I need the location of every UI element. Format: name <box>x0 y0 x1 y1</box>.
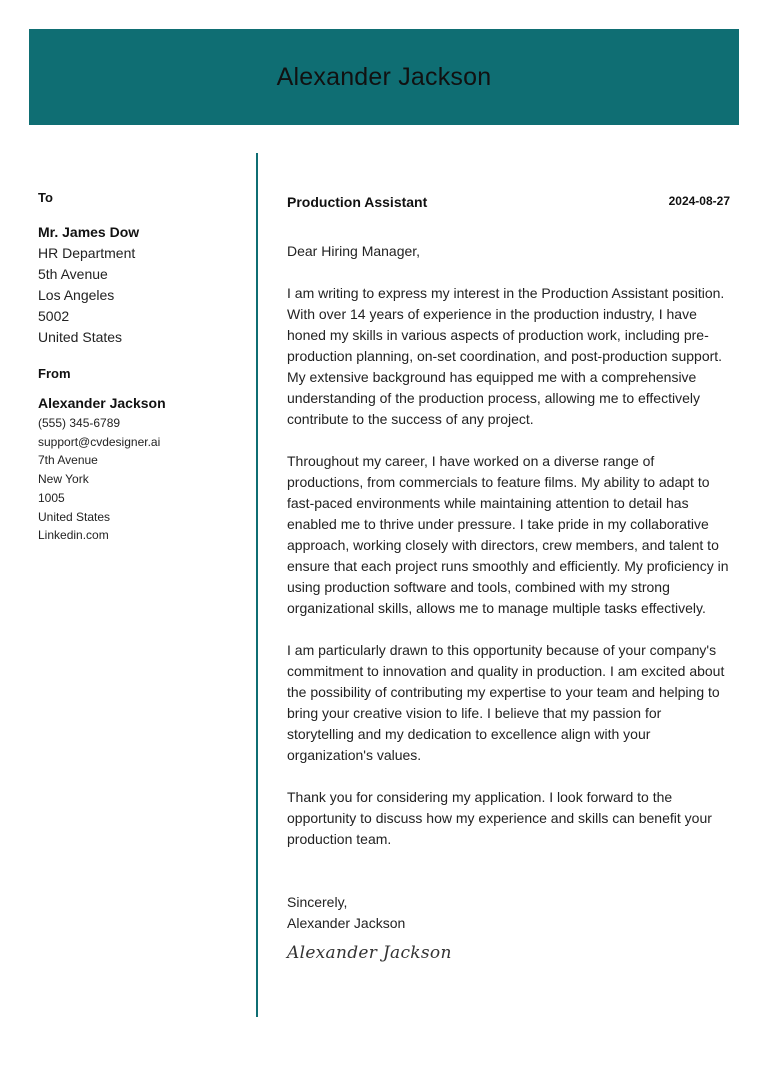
to-label: To <box>38 190 53 205</box>
sender-email: support@cvdesigner.ai <box>38 434 161 449</box>
letter-body <box>287 190 730 963</box>
job-title: Production Assistant <box>287 194 428 210</box>
paragraph: I am particularly drawn to this opportunity because of your company's commitment to innovation and quality in production. I am excited about the possibility of contributing my expertise to your team and helping to bring your creative vision to life. I believe that my passion for storytelling and my dedication to excellence align with your organization's values. <box>287 642 725 763</box>
applicant-name-heading: Alexander Jackson <box>276 62 492 91</box>
header-banner <box>29 29 739 125</box>
recipient-department: HR Department <box>38 245 136 261</box>
contact-column <box>38 190 248 545</box>
recipient-postcode: 5002 <box>38 308 70 324</box>
closing <box>287 892 730 934</box>
vertical-divider <box>256 153 258 1017</box>
sender-postcode: 1005 <box>38 490 65 505</box>
closing-phrase: Sincerely, <box>287 894 348 910</box>
sender-country: United States <box>38 509 111 524</box>
letter-topline <box>287 190 730 214</box>
closing-name: Alexander Jackson <box>287 915 406 931</box>
sender-name: Alexander Jackson <box>38 395 166 411</box>
recipient-city: Los Angeles <box>38 287 115 303</box>
sender-phone: (555) 345-6789 <box>38 416 121 430</box>
paragraph: Thank you for considering my application. I look forward to the opportunity to discuss how my experience and skills can benefit your production team. <box>287 789 712 847</box>
recipient-name: Mr. James Dow <box>38 224 140 240</box>
recipient-street: 5th Avenue <box>38 266 108 282</box>
sender-street: 7th Avenue <box>38 453 98 468</box>
sender-linkedin: Linkedin.com <box>38 528 109 543</box>
paragraph: Throughout my career, I have worked on a diverse range of productions, from commercials to feature films. My ability to adapt to fast-paced environments while maintaining attention to detail has enabled me to thrive under pressure. I take pride in my collaborative approach, working closely with directors, crew members, and talent to ensure that each project runs smoothly and efficiently. My proficiency in using production software and tools, combined with my strong organizational skills, allows me to manage multiple tasks effectively. <box>287 453 729 616</box>
paragraph: I am writing to express my interest in the Production Assistant position. With over 14 years of experience in the production industry, I have honed my skills in various aspects of production work, including pre-production planning, on-set coordination, and post-production support. My extensive background has equipped me with a comprehensive understanding of the production process, allowing me to effectively contribute to the success of any project. <box>287 285 725 427</box>
sender-city: New York <box>38 472 89 487</box>
recipient-country: United States <box>38 329 123 345</box>
from-label: From <box>38 366 71 381</box>
salutation: Dear Hiring Manager, <box>287 243 421 259</box>
letter-date: 2024-08-27 <box>668 194 730 208</box>
signature: Alexander Jackson <box>287 943 452 963</box>
